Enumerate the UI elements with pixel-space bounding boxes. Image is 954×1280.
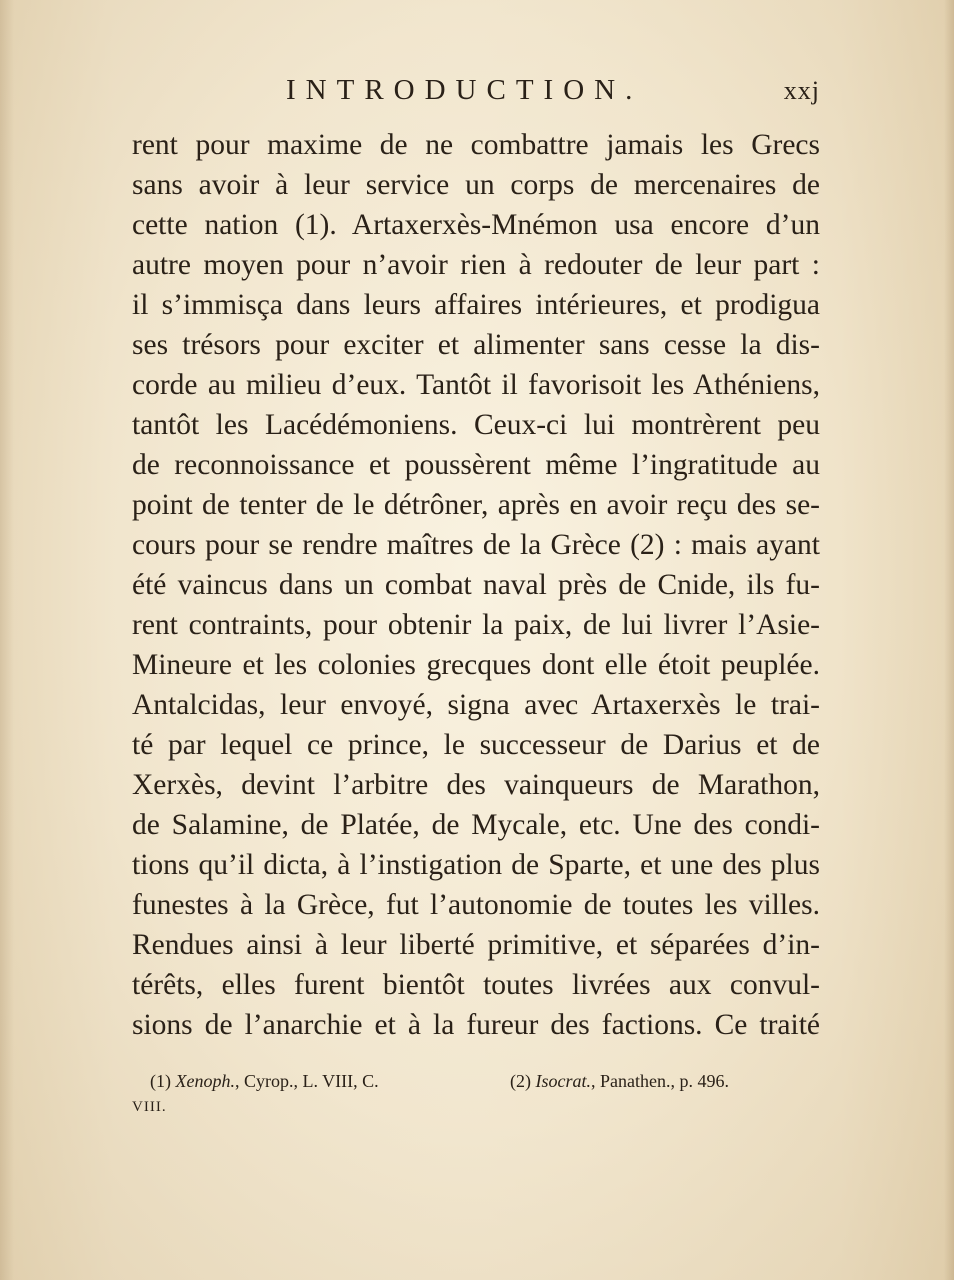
footnote-1-continuation: VIII. [132, 1099, 167, 1115]
text-line: été vaincus dans un combat naval près de Cnide, ils fu- [132, 569, 820, 601]
text-line: funestes à la Grèce, fut l’autonomie de toutes les villes. [132, 889, 820, 921]
footnote-2-reference: , Panathen., p. 496. [591, 1071, 729, 1091]
text-line: rent pour maxime de ne combattre jamais les Grecs [132, 129, 820, 161]
text-line: ses trésors pour exciter et alimenter sans cesse la dis- [132, 329, 820, 361]
text-line: Mineure et les colonies grecques dont elle étoit peuplée. [132, 649, 820, 681]
text-line: de Salamine, de Platée, de Mycale, etc. Une des condi- [132, 809, 820, 841]
text-line: rent contraints, pour obtenir la paix, de lui livrer l’Asie- [132, 609, 820, 641]
footnote-1-reference: , Cyrop., L. VIII, C. [234, 1071, 379, 1091]
footnote-1-number: (1) [150, 1071, 171, 1091]
running-title: INTRODUCTION. [286, 74, 643, 106]
text-line: cette nation (1). Artaxerxès-Mnémon usa encore d’un [132, 209, 820, 241]
text-line: point de tenter de le détrôner, après en avoir reçu des se- [132, 489, 820, 521]
text-line: de reconnoissance et poussèrent même l’ingratitude au [132, 449, 820, 481]
text-line: corde au milieu d’eux. Tantôt il favorisoit les Athéniens, [132, 369, 820, 401]
footnotes [132, 1068, 820, 1128]
footnote-2-number: (2) [510, 1071, 531, 1091]
footnote-2 [510, 1068, 729, 1094]
text-line: tantôt les Lacédémoniens. Ceux-ci lui montrèrent peu [132, 409, 820, 441]
text-line: sans avoir à leur service un corps de mercenaires de [132, 169, 820, 201]
page-header [130, 74, 820, 114]
text-line: cours pour se rendre maîtres de la Grèce (2) : mais ayant [132, 529, 820, 561]
text-line: térêts, elles furent bientôt toutes livrées aux convul- [132, 969, 820, 1001]
footnote-1-author: Xenoph. [175, 1071, 235, 1091]
text-line: il s’immisça dans leurs affaires intérieures, et prodigua [132, 289, 820, 321]
footnote-1 [150, 1068, 480, 1094]
text-line: Rendues ainsi à leur liberté primitive, et séparées d’in- [132, 929, 820, 961]
page-edge-shadow-right [944, 0, 954, 1280]
text-line: autre moyen pour n’avoir rien à redouter de leur part : [132, 249, 820, 281]
page-number: xxj [783, 76, 820, 105]
text-line: Xerxès, devint l’arbitre des vainqueurs de Marathon, [132, 769, 820, 801]
text-line: sions de l’anarchie et à la fureur des factions. Ce traité [132, 1009, 820, 1041]
text-line: Antalcidas, leur envoyé, signa avec Artaxerxès le trai- [132, 689, 820, 721]
page-edge-shadow-left [0, 0, 14, 1280]
text-line: tions qu’il dicta, à l’instigation de Sparte, et une des plus [132, 849, 820, 881]
body-text [132, 125, 820, 1045]
text-line: té par lequel ce prince, le successeur de Darius et de [132, 729, 820, 761]
footnote-2-author: Isocrat. [535, 1071, 591, 1091]
